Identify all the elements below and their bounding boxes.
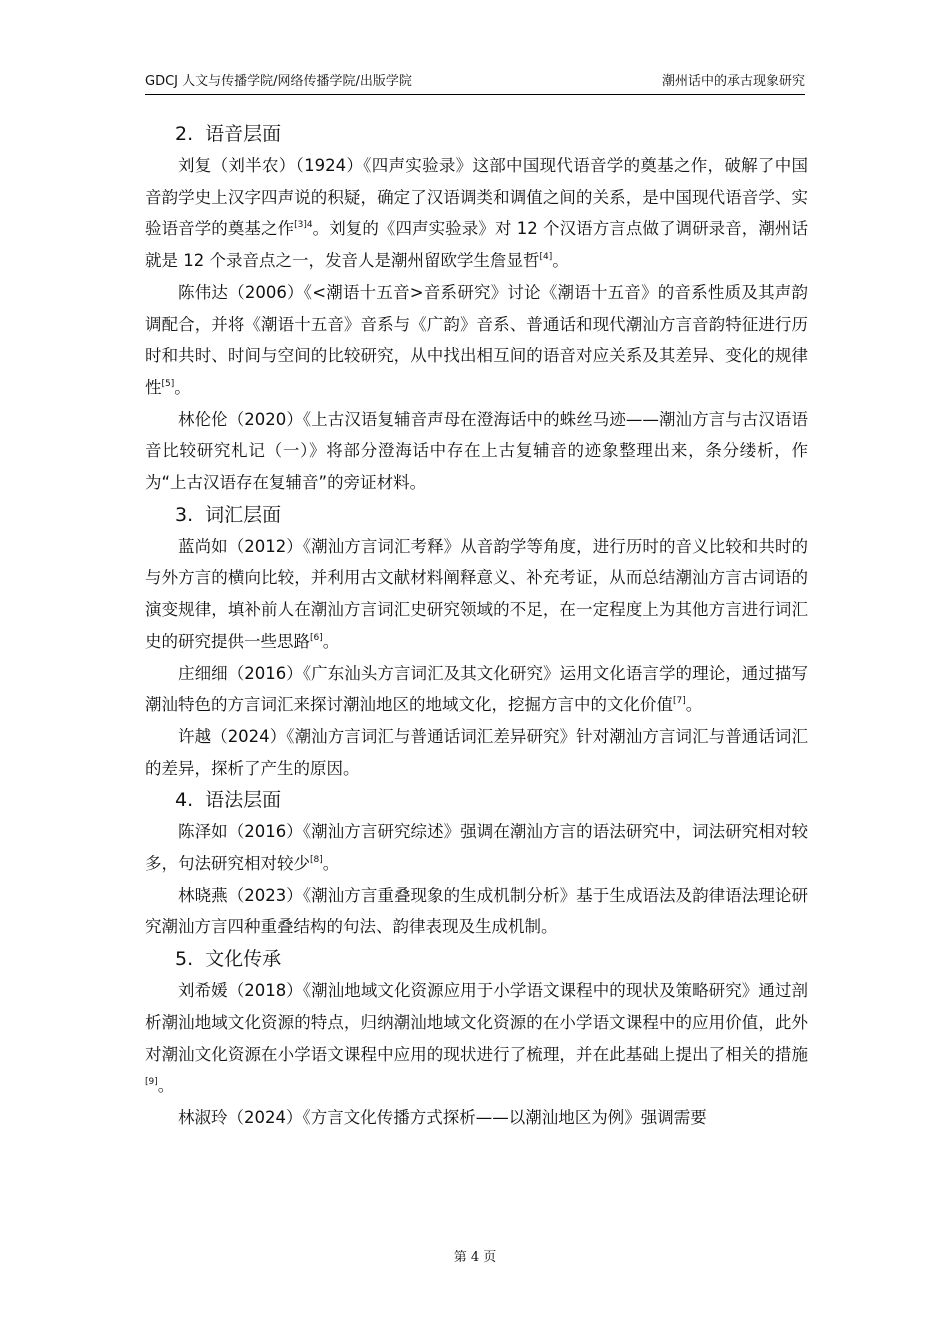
paragraph-text: 许越（2024）《潮汕方言词汇与普通话词汇差异研究》针对潮汕方言词汇与普通话词汇的差异，探析了产生的原因。: [145, 726, 808, 778]
paragraph-text: 。刘复的《四声实验录》对 12 个汉语方言点做了调研录音，潮州话就是 12 个录音点之一，发音人是潮州留欧学生詹显哲: [145, 219, 808, 271]
paragraph-text: 林伦伦（2020）《上古汉语复辅音声母在澄海话中的蛛丝马迹——潮汕方言与古汉语语音比较研究札记（一）》将部分澄海话中存在上古复辅音的迹象整理出来，条分缕析，作为“上古汉语存在复辅音”的旁证材料。: [145, 409, 808, 493]
body-paragraph: [145, 150, 808, 277]
citation-ref: [3]4: [294, 220, 313, 231]
paragraph-text: 蓝尚如（2012）《潮汕方言词汇考释》从音韵学等角度，进行历时的音义比较和共时的与外方言的横向比较，并利用古文献材料阐释意义、补充考证，从而总结潮汕方言古词语的演变规律，填补前人在潮汕方言词汇史研究领域的不足，在一定程度上为其他方言进行词汇史的研究提供一些思路: [145, 536, 808, 651]
page-header: [145, 66, 805, 95]
paragraph-text: 。: [322, 631, 340, 651]
header-institution: GDCJ 人文与传播学院/网络传播学院/出版学院: [145, 74, 412, 89]
section-number: 5.: [175, 948, 194, 971]
body-paragraph: [145, 816, 808, 879]
paragraph-text: 。: [552, 251, 569, 271]
section-heading: [145, 943, 808, 975]
body-paragraph: [145, 658, 808, 721]
paragraph-text: 陈伟达（2006）《<潮语十五音>音系研究》讨论《潮语十五音》的音系性质及其声韵调配合，并将《潮语十五音》音系与《广韵》音系、普通话和现代潮汕方言音韵特征进行历时和共时、时间与空间的比较研究，从中找出相互间的语音对应关系及其差异、变化的规律性: [145, 282, 808, 397]
page-body: [145, 118, 808, 1134]
section-heading: [145, 784, 808, 816]
citation-ref: [5]: [161, 378, 175, 389]
paragraph-text: 。: [157, 1076, 175, 1096]
body-paragraph: [145, 404, 808, 499]
citation-ref: [8]: [310, 855, 323, 866]
body-paragraph: [145, 277, 808, 404]
paragraph-text: 。: [322, 854, 340, 874]
paragraph-text: 。: [174, 377, 191, 397]
citation-ref: [6]: [310, 632, 323, 643]
paragraph-text: 刘复（刘半农）（1924）《四声实验录》这部中国现代语音学的奠基之作，破解了中国音韵学史上汉字四声说的积疑，确定了汉语调类和调值之间的关系，是中国现代语音学、实验语音学的奠基之作: [145, 156, 808, 239]
section-number: 2.: [175, 123, 194, 145]
page-number: 第 4 页: [453, 1250, 497, 1265]
body-paragraph: [145, 1102, 808, 1134]
section-title: 语法层面: [205, 789, 282, 812]
body-paragraph: [145, 721, 808, 784]
citation-ref: [7]: [673, 696, 686, 707]
section-title: 词汇层面: [205, 503, 282, 526]
body-paragraph: [145, 531, 808, 658]
section-heading: [145, 499, 808, 531]
section-heading: [145, 118, 808, 150]
citation-ref: [4]: [539, 252, 553, 263]
paragraph-text: 林晓燕（2023）《潮汕方言重叠现象的生成机制分析》基于生成语法及韵律语法理论研究潮汕方言四种重叠结构的句法、韵律表现及生成机制。: [145, 885, 808, 937]
paragraph-text: 陈泽如（2016）《潮汕方言研究综述》强调在潮汕方言的语法研究中，词法研究相对较多，句法研究相对较少: [145, 822, 808, 874]
header-paper-title: 潮州话中的承古现象研究: [661, 74, 805, 89]
paragraph-text: 林淑玲（2024）《方言文化传播方式探析——以潮汕地区为例》强调需要: [178, 1107, 707, 1127]
paragraph-text: 庄细细（2016）《广东汕头方言词汇及其文化研究》运用文化语言学的理论，通过描写潮汕特色的方言词汇来探讨潮汕地区的地域文化，挖掘方言中的文化价值: [145, 663, 808, 715]
paragraph-text: 。: [685, 695, 703, 715]
section-title: 文化传承: [205, 948, 282, 971]
section-number: 3.: [175, 503, 194, 526]
citation-ref: [9]: [145, 1077, 158, 1088]
section-number: 4.: [175, 789, 194, 812]
body-paragraph: [145, 975, 808, 1102]
section-title: 语音层面: [205, 123, 282, 145]
body-paragraph: [145, 880, 808, 943]
paragraph-text: 刘希媛（2018）《潮汕地域文化资源应用于小学语文课程中的现状及策略研究》通过剖析潮汕地域文化资源的特点，归纳潮汕地域文化资源的在小学语文课程中的应用价值，此外对潮汕文化资源在小学语文课程中应用的现状进行了梳理，并在此基础上提出了相关的措施: [145, 981, 808, 1064]
